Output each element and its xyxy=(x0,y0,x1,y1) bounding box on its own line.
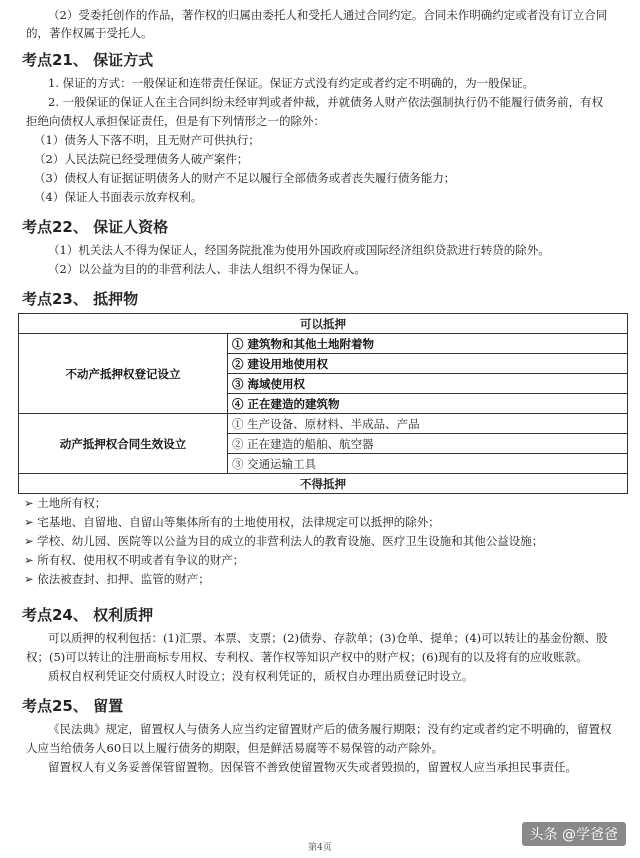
list-item: ➢ 学校、幼儿园、医院等以公益为目的成立的非营利法人的教育设施、医疗卫生设施和其他公益设施； xyxy=(24,534,544,548)
s22-paragraph-2: （2）以公益为目的的非营利法人、非法人组织不得为保证人。 xyxy=(48,262,366,276)
list-item: ➢ 土地所有权； xyxy=(24,496,107,510)
section-23-title: 考点23、 抵押物 xyxy=(22,290,139,308)
list-item: ➢ 依法被查封、扣押、监管的财产； xyxy=(24,572,210,586)
movable-item: ① 生产设备、原材料、半成品、产品 xyxy=(228,414,628,434)
section-21-title: 考点21、 保证方式 xyxy=(22,51,154,69)
s24-paragraph-2: 质权自权利凭证交付质权人时设立；没有权利凭证的，质权自办理出质登记时设立。 xyxy=(48,669,474,683)
watermark: 头条 @学爸爸 xyxy=(522,822,626,846)
mortgage-table xyxy=(18,313,628,494)
section-24-title: 考点24、 权利质押 xyxy=(22,606,154,624)
immovable-item: ③ 海域使用权 xyxy=(228,374,628,394)
page-number: 第4页 xyxy=(308,843,332,853)
s21-item-2: （2）人民法院已经受理债务人破产案件； xyxy=(34,152,249,166)
section-22-title: 考点22、 保证人资格 xyxy=(22,218,169,236)
s21-paragraph-2: 2. 一般保证的保证人在主合同纠纷未经审判或者仲裁，并就债务人财产依法强制执行仍不能履行债务前，有权拒绝向债权人承担保证责任，但是有下列情形之一的除外： xyxy=(26,95,604,128)
s25-paragraph-1: 《民法典》规定，留置权人与债务人应当约定留置财产后的债务履行期限；没有约定或者约定不明确的，留置权人应当给债务人60日以上履行债务的期限，但是鲜活易腐等不易保管的动产除外。 xyxy=(26,722,612,755)
s21-item-4: （4）保证人书面表示放弃权利。 xyxy=(34,190,203,204)
s21-paragraph-1: 1. 保证的方式：一般保证和连带责任保证。保证方式没有约定或者约定不明确的，为一般保证。 xyxy=(48,76,535,90)
list-item: ➢ 所有权、使用权不明或者有争议的财产； xyxy=(24,553,245,567)
s25-paragraph-2: 留置权人有义务妥善保管留置物。因保管不善致使留置物灭失或者毁损的，留置权人应当承担民事责任。 xyxy=(48,760,577,774)
section-25-title: 考点25、 留置 xyxy=(22,697,124,715)
movable-item: ③ 交通运输工具 xyxy=(228,454,628,474)
s24-paragraph-1: 可以质押的权利包括：(1)汇票、本票、支票；(2)债券、存款单；(3)仓单、提单；(4)可以转让的基金份额、股权；(5)可以转让的注册商标专用权、专利权、著作权等知识产权中的财产权；(6)现有的以及将有的应收账款。 xyxy=(26,631,608,664)
cannot-mortgage-list xyxy=(0,494,640,589)
immovable-item: ① 建筑物和其他土地附着物 xyxy=(228,334,628,354)
immovable-item: ④ 正在建造的建筑物 xyxy=(228,394,628,414)
list-item: ➢ 宅基地、自留地、自留山等集体所有的土地使用权，法律规定可以抵押的除外； xyxy=(24,515,440,529)
immovable-label: 不动产抵押权登记设立 xyxy=(19,334,228,414)
table-header-can-mortgage: 可以抵押 xyxy=(19,314,628,334)
movable-item: ② 正在建造的船舶、航空器 xyxy=(228,434,628,454)
s21-item-3: （3）债权人有证据证明债务人的财产不足以履行全部债务或者丧失履行债务能力； xyxy=(34,171,456,185)
movable-label: 动产抵押权合同生效设立 xyxy=(19,414,228,474)
s21-item-1: （1）债务人下落不明，且无财产可供执行； xyxy=(34,133,260,147)
table-header-cannot-mortgage: 不得抵押 xyxy=(19,474,628,494)
immovable-item: ② 建设用地使用权 xyxy=(228,354,628,374)
s22-paragraph-1: （1）机关法人不得为保证人，经国务院批准为使用外国政府或国际经济组织贷款进行转贷的除外。 xyxy=(48,243,550,257)
intro-paragraph: （2）受委托创作的作品，著作权的归属由委托人和受托人通过合同约定。合同未作明确约定或者没有订立合同的，著作权属于受托人。 xyxy=(26,8,608,40)
